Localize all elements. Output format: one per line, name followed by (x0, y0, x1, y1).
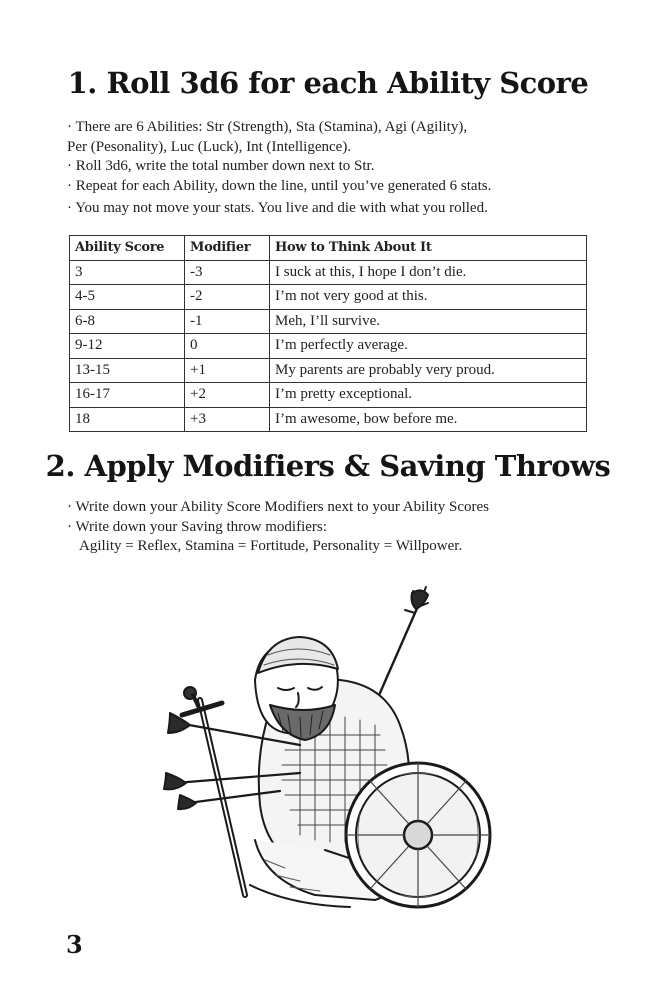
description-cell: I’m not very good at this. (270, 285, 587, 310)
modifier-cell: -2 (185, 285, 270, 310)
header-how-to-think: How to Think About It (270, 236, 587, 261)
modifier-cell: 0 (185, 334, 270, 359)
section1-bullets (67, 118, 607, 219)
score-cell: 9-12 (70, 334, 185, 359)
score-cell: 16-17 (70, 383, 185, 408)
bullet-no-move: · You may not move your stats. You live and die with what you rolled. (67, 200, 488, 216)
table-row (70, 334, 587, 359)
score-cell: 3 (70, 260, 185, 285)
bullet-abilities: · There are 6 Abilities: Str (Strength), Sta (Stamina), Agi (Agility), (67, 119, 468, 135)
saving-throw-mapping: Agility = Reflex, Stamina = Fortitude, Personality = Willpower. (79, 538, 463, 554)
table-row (70, 383, 587, 408)
description-cell: I’m pretty exceptional. (270, 383, 587, 408)
table-row (70, 285, 587, 310)
description-cell: My parents are probably very proud. (270, 358, 587, 383)
header-modifier: Modifier (185, 236, 270, 261)
score-cell: 18 (70, 407, 185, 432)
section2-bullets (67, 498, 607, 557)
description-cell: I’m perfectly average. (270, 334, 587, 359)
bullet-repeat: · Repeat for each Ability, down the line, until you’ve generated 6 stats. (67, 177, 492, 194)
description-cell: I’m awesome, bow before me. (270, 407, 587, 432)
bullet-abilities-cont: Per (Pesonality), Luc (Luck), Int (Intelligence). (67, 138, 352, 155)
modifier-cell: -1 (185, 309, 270, 334)
score-cell: 6-8 (70, 309, 185, 334)
bullet-ability-modifiers: · Write down your Ability Score Modifiers next to your Ability Scores (67, 499, 489, 515)
page-number: 3 (66, 930, 83, 959)
modifier-cell: -3 (185, 260, 270, 285)
table-row (70, 358, 587, 383)
table-row (70, 407, 587, 432)
header-ability-score: Ability Score (70, 236, 185, 261)
bullet-roll: · Roll 3d6, write the total number down next to Str. (67, 158, 375, 174)
table-row (70, 260, 587, 285)
table-header-row (70, 236, 587, 261)
modifier-cell: +2 (185, 383, 270, 408)
description-cell: I suck at this, I hope I don’t die. (270, 260, 587, 285)
modifier-cell: +3 (185, 407, 270, 432)
score-cell: 4-5 (70, 285, 185, 310)
modifier-cell: +1 (185, 358, 270, 383)
bullet-saving-throws: · Write down your Saving throw modifiers: (67, 518, 327, 535)
section2-heading: 2. Apply Modifiers & Saving Throws (45, 449, 611, 483)
description-cell: Meh, I’ll survive. (270, 309, 587, 334)
section1-heading: 1. Roll 3d6 for each Ability Score (67, 66, 589, 100)
ability-modifier-table (69, 235, 587, 432)
score-cell: 13-15 (70, 358, 185, 383)
wounded-warrior-illustration-icon (160, 585, 500, 920)
table-row (70, 309, 587, 334)
